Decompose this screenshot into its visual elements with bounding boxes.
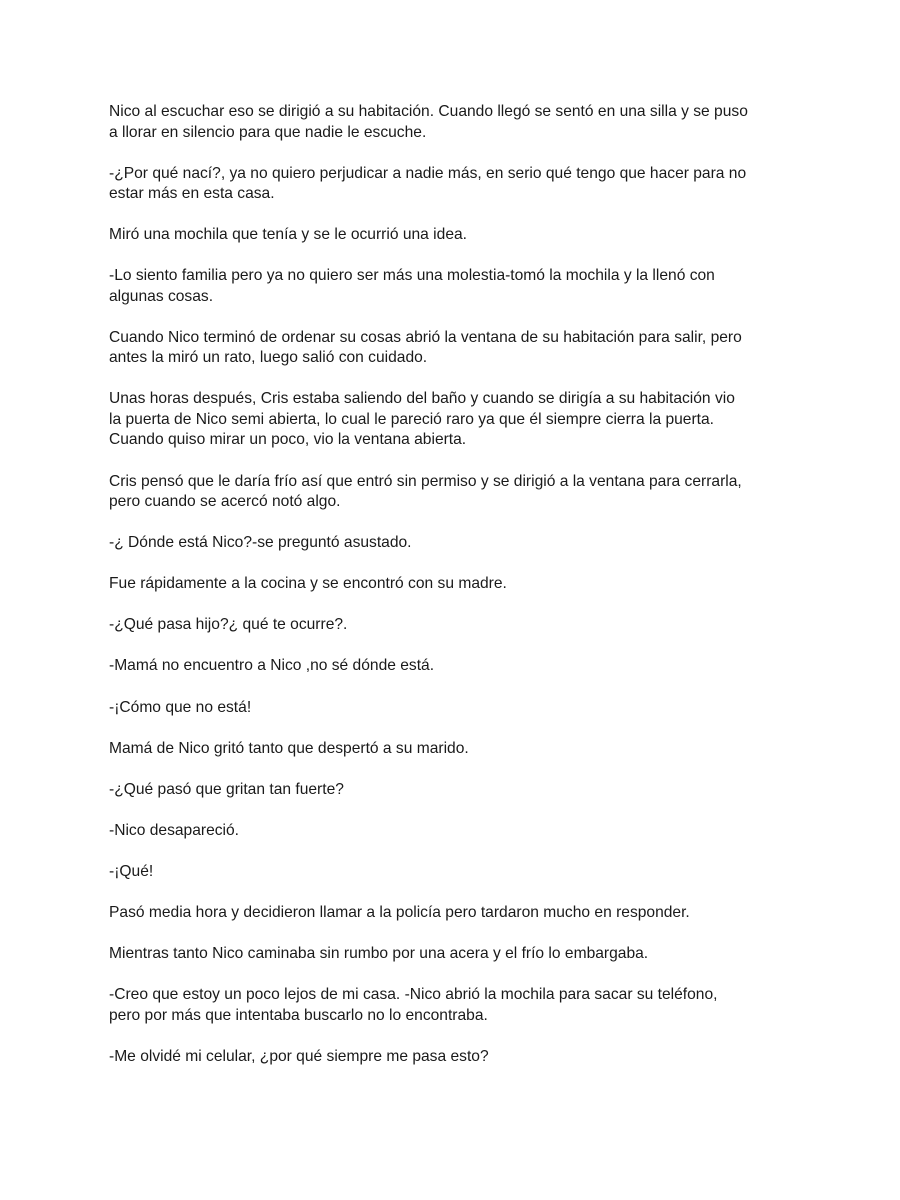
paragraph-14: [109, 780, 799, 801]
text-line: Nico al escuchar eso se dirigió a su habitación. Cuando llegó se sentó en una silla y se puso: [109, 103, 748, 120]
text-line: -Nico desapareció.: [109, 821, 240, 839]
paragraph-4: [109, 266, 799, 307]
text-line: antes la miró un rato, luego salió con cuidado.: [109, 349, 428, 367]
text-line: pero cuando se acercó notó algo.: [109, 493, 341, 511]
text-line: -¡Qué!: [109, 862, 154, 880]
text-line: Cuando quiso mirar un poco, vio la ventana abierta.: [109, 431, 467, 449]
text-line: Cris pensó que le daría frío así que entró sin permiso y se dirigió a la ventana para cerrarla,: [109, 472, 742, 490]
text-line: Mientras tanto Nico caminaba sin rumbo por una acera y el frío lo embargaba.: [109, 945, 649, 963]
text-line: pero por más que intentaba buscarlo no lo encontraba.: [109, 1006, 488, 1024]
paragraph-5: [109, 328, 799, 369]
text-line: Unas horas después, Cris estaba saliendo del baño y cuando se dirigía a su habitación vio: [109, 390, 735, 408]
paragraph-13: [109, 739, 799, 760]
text-line: -¿ Dónde está Nico?-se preguntó asustado.: [109, 534, 412, 552]
text-line: Cuando Nico terminó de ordenar su cosas abrió la ventana de su habitación para salir, pero: [109, 328, 742, 346]
text-line: -¿Qué pasó que gritan tan fuerte?: [109, 780, 344, 798]
paragraph-9: [109, 574, 799, 595]
paragraph-7: [109, 472, 799, 513]
paragraph-19: [109, 985, 799, 1026]
paragraph-15: [109, 821, 799, 842]
text-line: a llorar en silencio para que nadie le escuche.: [109, 123, 427, 141]
text-line: Miró una mochila que tenía y se le ocurrió una idea.: [109, 226, 467, 244]
paragraph-3: [109, 225, 799, 246]
text-line: Fue rápidamente a la cocina y se encontró con su madre.: [109, 575, 507, 593]
document-body: [109, 102, 799, 1088]
text-line: -Lo siento familia pero ya no quiero ser más una molestia-tomó la mochila y la llenó con: [109, 267, 715, 285]
paragraph-10: [109, 615, 799, 636]
paragraph-18: [109, 944, 799, 965]
paragraph-11: [109, 656, 799, 677]
text-line: -¿Por qué nací?, ya no quiero perjudicar a nadie más, en serio qué tengo que hacer para no: [109, 164, 747, 182]
text-line: -Creo que estoy un poco lejos de mi casa. -Nico abrió la mochila para sacar su teléfono,: [109, 986, 718, 1004]
text-line: -Me olvidé mi celular, ¿por qué siempre me pasa esto?: [109, 1047, 489, 1065]
paragraph-6: [109, 389, 799, 451]
text-line: -¡Cómo que no está!: [109, 698, 252, 716]
paragraph-8: [109, 533, 799, 554]
text-line: algunas cosas.: [109, 287, 214, 305]
text-line: estar más en esta casa.: [109, 185, 275, 203]
text-line: Pasó media hora y decidieron llamar a la policía pero tardaron mucho en responder.: [109, 904, 690, 921]
text-line: -Mamá no encuentro a Nico ,no sé dónde está.: [109, 657, 435, 675]
paragraph-17: [109, 903, 799, 924]
paragraph-20: [109, 1047, 799, 1068]
paragraph-2: [109, 164, 799, 205]
paragraph-1: [109, 102, 799, 143]
text-line: -¿Qué pasa hijo?¿ qué te ocurre?.: [109, 616, 348, 634]
text-line: la puerta de Nico semi abierta, lo cual le pareció raro ya que él siempre cierra la puerta.: [109, 410, 714, 428]
paragraph-12: [109, 698, 799, 719]
text-line: Mamá de Nico gritó tanto que despertó a su marido.: [109, 739, 469, 757]
paragraph-16: [109, 862, 799, 883]
